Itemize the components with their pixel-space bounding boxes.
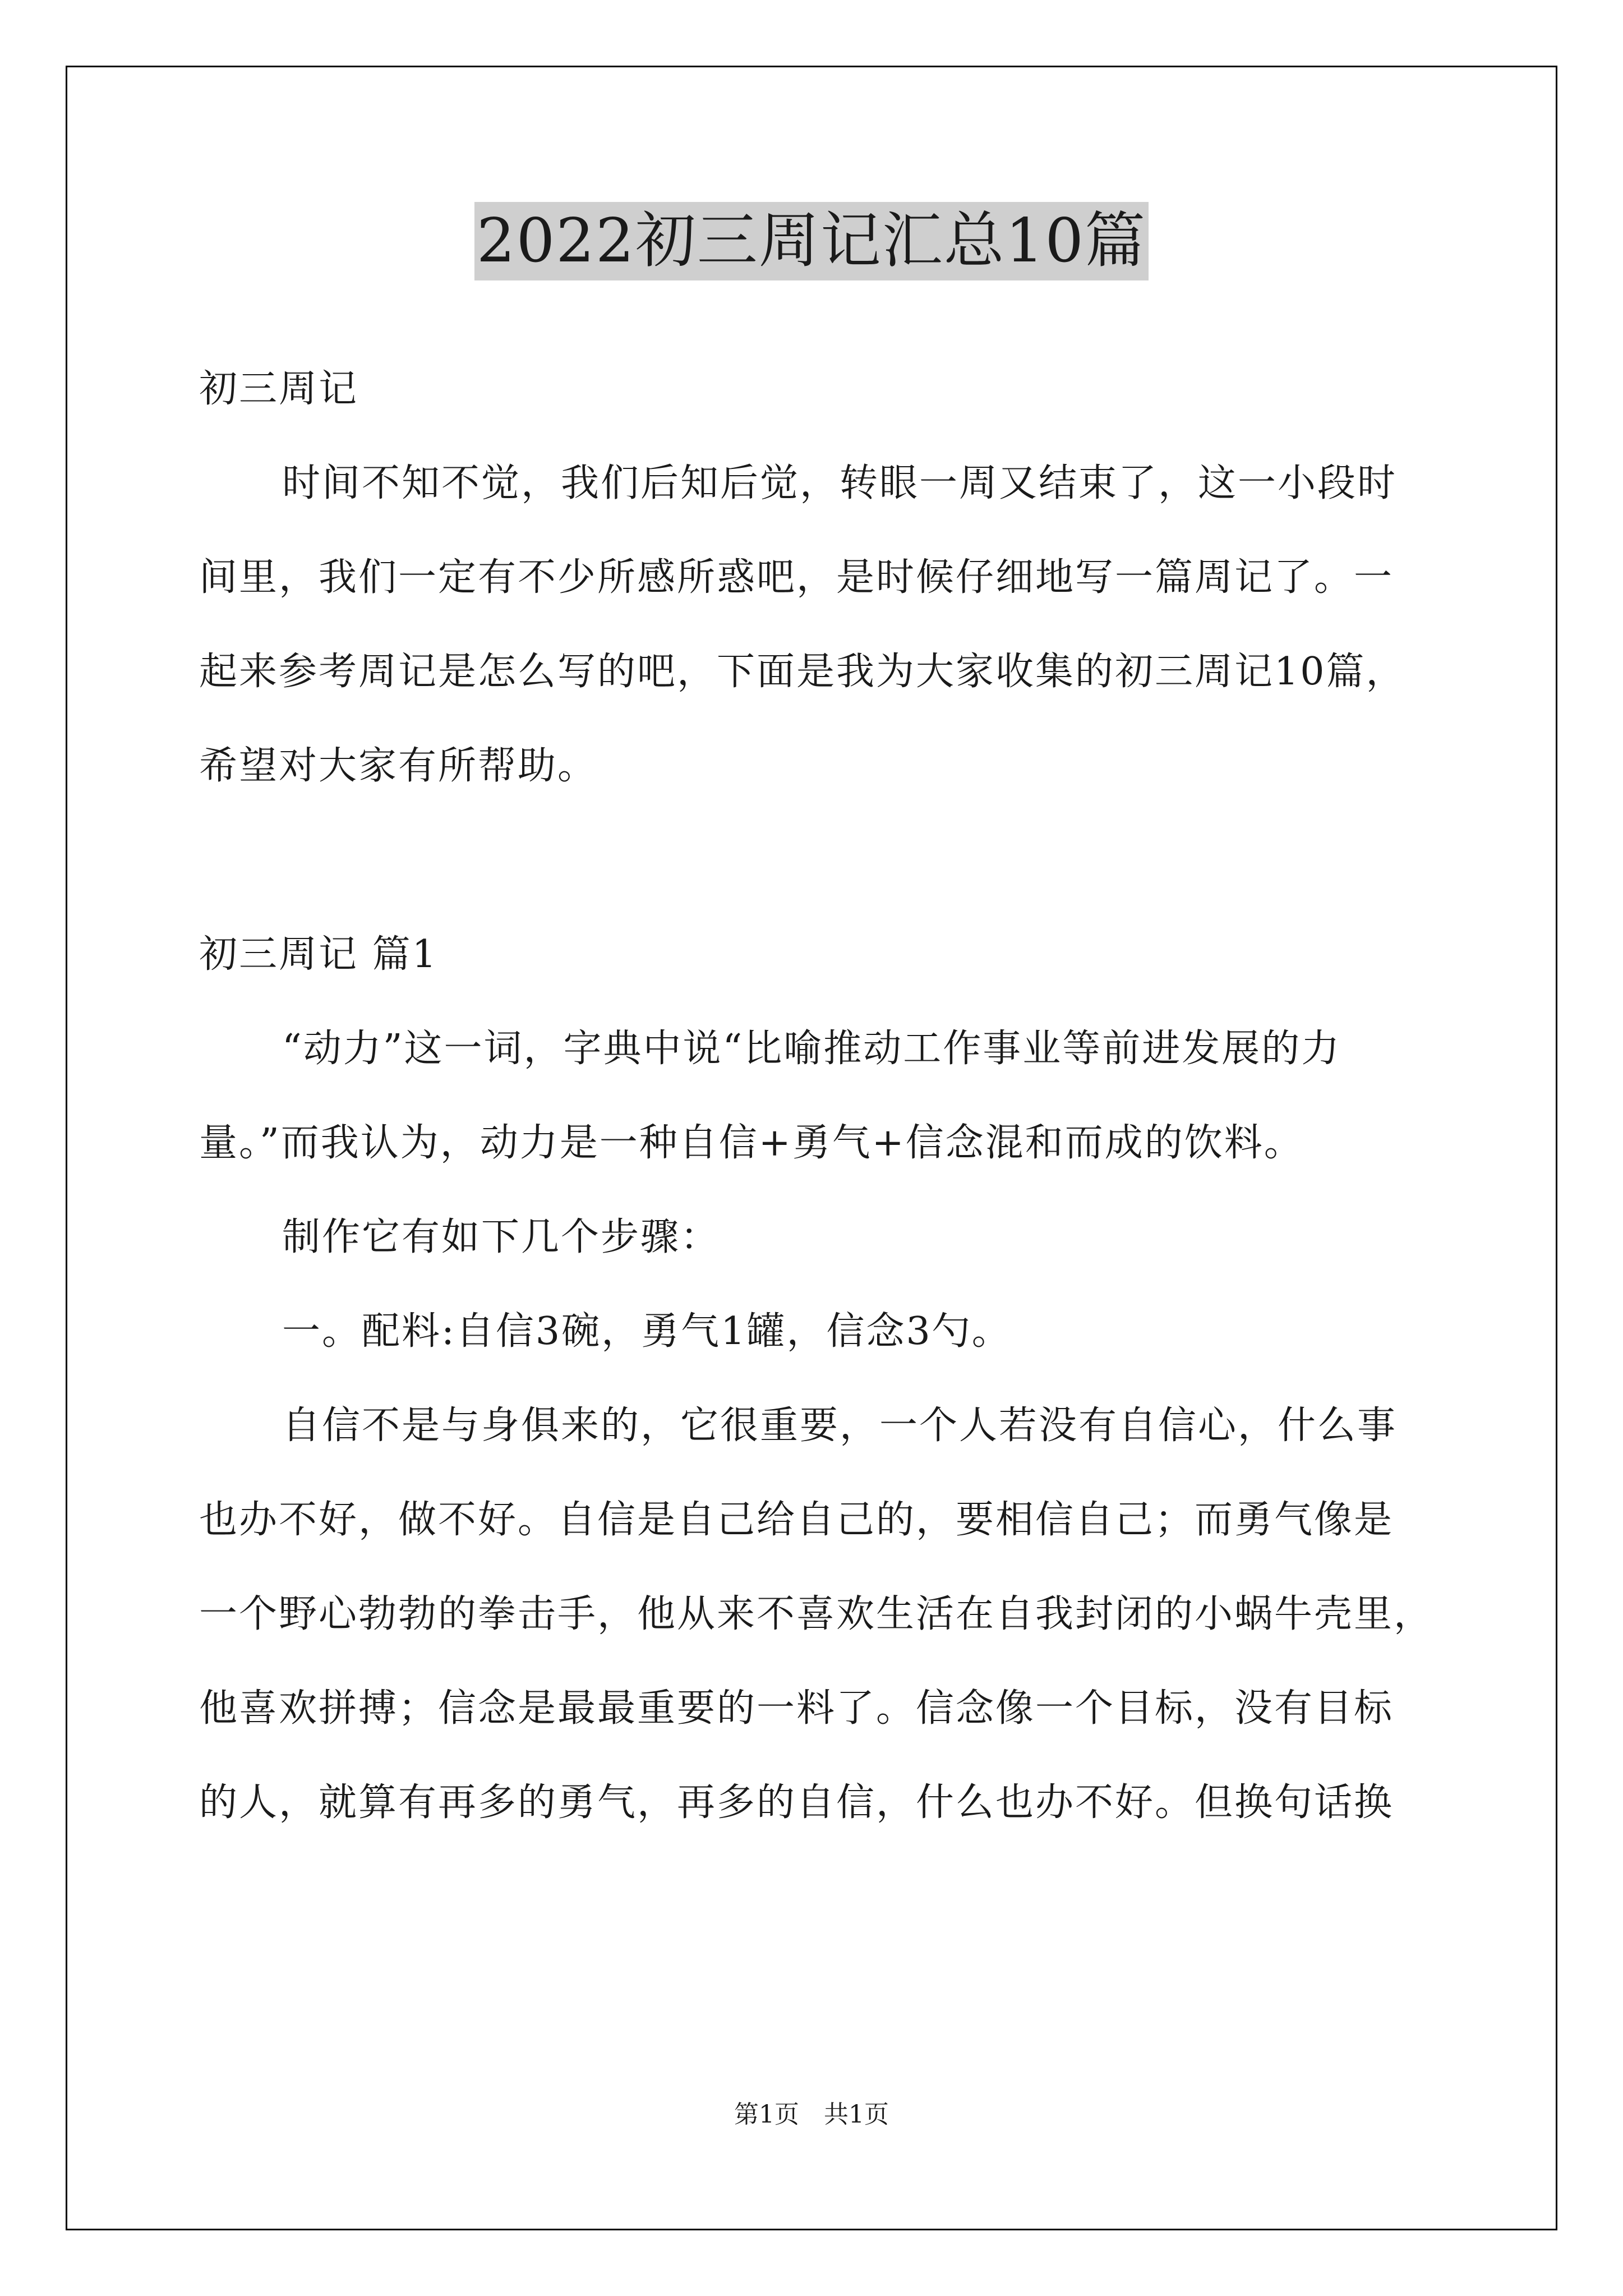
paragraph-line: 制作它有如下几个步骤： [282, 1215, 721, 1259]
paragraph-line: 的人，就算有再多的勇气，再多的自信，什么也办不好。但换句话换 [199, 1780, 1394, 1825]
title-container [0, 202, 1623, 280]
paragraph-gap [199, 813, 1455, 908]
page-footer: 第1页 共1页 [734, 2100, 889, 2129]
paragraph-line: 一。配料:自信3碗，勇气1罐，信念3勺。 [282, 1309, 1012, 1354]
intro-line: 时间不知不觉，我们后知后觉，转眼一周又结束了，这一小段时 [282, 461, 1398, 505]
document-body [199, 342, 1455, 1850]
intro-line: 起来参考周记是怎么写的吧，下面是我为大家收集的初三周记10篇， [199, 650, 1406, 694]
paragraph-line: 一个野心勃勃的拳击手，他从来不喜欢生活在自我封闭的小蜗牛壳里， [199, 1592, 1434, 1636]
intro-heading: 初三周记 [199, 367, 359, 411]
paragraph-line: “动力”这一词，字典中说“比喻推动工作事业等前进发展的力 [282, 1027, 1341, 1071]
paragraph-line: 量。”而我认为，动力是一种自信+勇气+信念混和而成的饮料。 [199, 1121, 1304, 1165]
document-title: 2022初三周记汇总10篇 [474, 202, 1149, 280]
intro-line: 希望对大家有所帮助。 [199, 744, 598, 788]
section-heading: 初三周记 篇1 [199, 932, 438, 977]
paragraph-line: 自信不是与身俱来的，它很重要，一个人若没有自信心，什么事 [282, 1404, 1398, 1448]
paragraph-line: 也办不好，做不好。自信是自己给自己的，要相信自己；而勇气像是 [199, 1498, 1394, 1542]
paragraph-line: 他喜欢拼搏；信念是最最重要的一料了。信念像一个目标，没有目标 [199, 1686, 1394, 1731]
intro-line: 间里，我们一定有不少所感所惑吧，是时候仔细地写一篇周记了。一 [199, 555, 1394, 600]
